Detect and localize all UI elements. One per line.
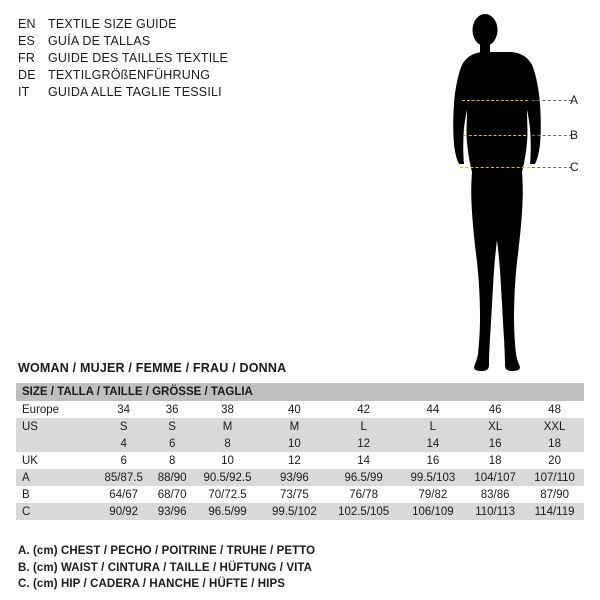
table-cell: 12 <box>262 452 327 469</box>
language-title: GUÍA DE TALLAS <box>48 34 151 48</box>
measure-leader-chest <box>532 100 572 101</box>
language-title: GUIDA ALLE TAGLIE TESSILI <box>48 85 222 99</box>
language-code: EN <box>18 17 36 31</box>
table-cell: 38 <box>193 401 262 418</box>
table-cell: 102.5/105 <box>327 503 401 520</box>
measure-leader-hip <box>532 167 572 168</box>
table-cell: 110/113 <box>465 503 525 520</box>
table-cell: 64/67 <box>96 486 151 503</box>
table-cell: 76/78 <box>327 486 401 503</box>
table-cell: 40 <box>262 401 327 418</box>
table-cell: 6 <box>151 435 193 452</box>
table-cell: 96.5/99 <box>193 503 262 520</box>
body-silhouette-icon <box>420 8 590 378</box>
table-row <box>16 503 584 520</box>
table-row <box>16 486 584 503</box>
table-cell: 4 <box>96 435 151 452</box>
row-label <box>16 435 96 452</box>
table-cell: M <box>262 418 327 435</box>
measure-label-c: C <box>570 160 579 174</box>
table-cell: 12 <box>327 435 401 452</box>
language-list <box>18 16 348 101</box>
table-cell: 6 <box>96 452 151 469</box>
table-cell: 99.5/103 <box>401 469 466 486</box>
table-cell: 87/90 <box>525 486 584 503</box>
row-label: C <box>16 503 96 520</box>
table-cell: 79/82 <box>401 486 466 503</box>
table-cell: 14 <box>401 435 466 452</box>
language-row-de <box>18 67 348 84</box>
table-cell: 88/90 <box>151 469 193 486</box>
table-row <box>16 435 584 452</box>
measure-line-chest <box>462 100 528 101</box>
table-cell: 44 <box>401 401 466 418</box>
table-cell: 70/72.5 <box>193 486 262 503</box>
table-cell: 48 <box>525 401 584 418</box>
language-row-en <box>18 16 348 33</box>
language-code: FR <box>18 51 36 65</box>
table-cell: 104/107 <box>465 469 525 486</box>
language-row-es <box>18 33 348 50</box>
table-cell: 20 <box>525 452 584 469</box>
table-cell: XL <box>465 418 525 435</box>
table-cell: 93/96 <box>262 469 327 486</box>
table-row <box>16 418 584 435</box>
table-cell: 114/119 <box>525 503 584 520</box>
legend-line-a: A. (cm) CHEST / PECHO / POITRINE / TRUHE / PETTO <box>18 545 316 557</box>
table-cell: 14 <box>327 452 401 469</box>
language-code: IT <box>18 85 30 99</box>
table-cell: M <box>193 418 262 435</box>
language-row-it <box>18 84 348 101</box>
measure-label-b: B <box>570 128 579 142</box>
table-row <box>16 401 584 418</box>
table-cell: 16 <box>465 435 525 452</box>
table-cell: 36 <box>151 401 193 418</box>
row-label: A <box>16 469 96 486</box>
table-header-label: SIZE / TALLA / TAILLE / GRÖSSE / TAGLIA <box>16 383 584 401</box>
table-cell: 90/92 <box>96 503 151 520</box>
row-label: UK <box>16 452 96 469</box>
table-cell: 10 <box>262 435 327 452</box>
table-cell: 96.5/99 <box>327 469 401 486</box>
measure-line-hip <box>460 167 530 168</box>
table-cell: 106/109 <box>401 503 466 520</box>
table-cell: S <box>96 418 151 435</box>
table-cell: 18 <box>465 452 525 469</box>
language-row-fr <box>18 50 348 67</box>
table-cell: 73/75 <box>262 486 327 503</box>
measurement-legend <box>18 543 315 593</box>
female-silhouette-figure <box>420 8 590 378</box>
row-label: Europe <box>16 401 96 418</box>
measure-leader-waist <box>532 135 572 136</box>
table-cell: 10 <box>193 452 262 469</box>
table-cell: 83/86 <box>465 486 525 503</box>
language-title: GUIDE DES TAILLES TEXTILE <box>48 51 229 65</box>
table-row <box>16 452 584 469</box>
table-cell: 46 <box>465 401 525 418</box>
table-cell: 42 <box>327 401 401 418</box>
table-cell: 107/110 <box>525 469 584 486</box>
table-cell: 68/70 <box>151 486 193 503</box>
table-cell: S <box>151 418 193 435</box>
table-cell: 85/87.5 <box>96 469 151 486</box>
table-header-row <box>16 383 584 401</box>
table-cell: 8 <box>151 452 193 469</box>
table-cell: 34 <box>96 401 151 418</box>
language-code: ES <box>18 34 36 48</box>
legend-line-c: C. (cm) HIP / CADERA / HANCHE / HÜFTE / HIPS <box>18 578 286 590</box>
section-title: WOMAN / MUJER / FEMME / FRAU / DONNA <box>18 361 287 375</box>
table-cell: 18 <box>525 435 584 452</box>
table-cell: 16 <box>401 452 466 469</box>
size-table <box>16 383 584 520</box>
table-cell: 90.5/92.5 <box>193 469 262 486</box>
language-title: TEXTILGRÖßENFÜHRUNG <box>48 68 211 82</box>
legend-line-b: B. (cm) WAIST / CINTURA / TAILLE / HÜFTUNG / VITA <box>18 561 313 574</box>
measure-line-waist <box>464 135 526 136</box>
table-cell: 8 <box>193 435 262 452</box>
language-title: TEXTILE SIZE GUIDE <box>48 17 177 31</box>
table-cell: L <box>327 418 401 435</box>
table-cell: 99.5/102 <box>262 503 327 520</box>
row-label: B <box>16 486 96 503</box>
table-cell: 93/96 <box>151 503 193 520</box>
table-row <box>16 469 584 486</box>
table-cell: L <box>401 418 466 435</box>
measure-label-a: A <box>570 93 579 107</box>
language-code: DE <box>18 68 36 82</box>
table-cell: XXL <box>525 418 584 435</box>
row-label: US <box>16 418 96 435</box>
